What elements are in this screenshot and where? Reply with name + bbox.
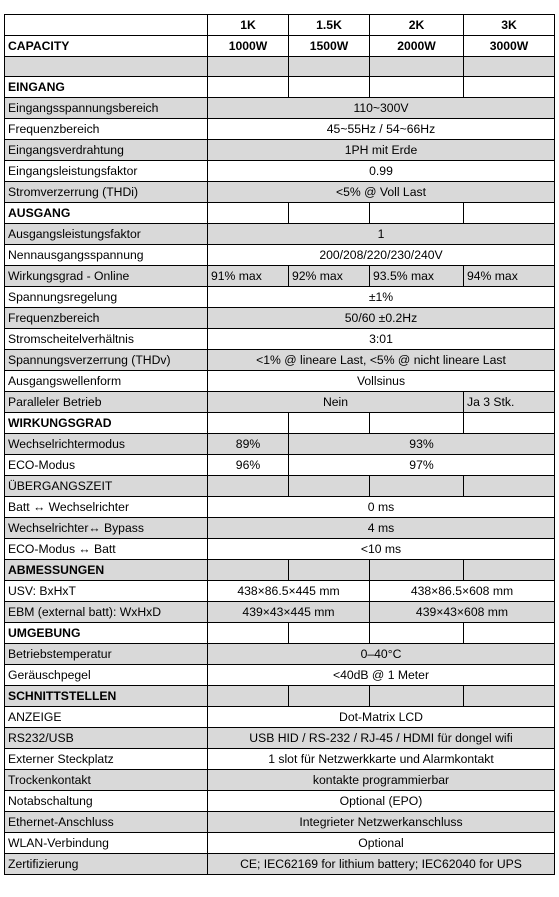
row-label: Wirkungsgrad - Online [5,266,208,287]
value-cell [289,623,370,644]
row-label: Betriebstemperatur [5,644,208,665]
table-row [5,707,555,728]
value-cell [370,57,464,77]
row-label: ECO-Modus [5,455,208,476]
value-cell: 91% max [208,266,289,287]
row-label: Nennausgangsspannung [5,245,208,266]
value-cell: 439×43×445 mm [208,602,370,623]
value-cell [370,560,464,581]
value-cell [289,560,370,581]
value-cell: kontakte programmierbar [208,770,555,791]
value-cell: USB HID / RS-232 / RJ-45 / HDMI für dongel wifi [208,728,555,749]
value-cell [370,686,464,707]
row-label: Zertifizierung [5,854,208,875]
table-row [5,329,555,350]
table-row [5,644,555,665]
model-header-cell: 3K [464,15,555,36]
row-label: Spannungsverzerrung (THDv) [5,350,208,371]
value-cell: 1PH mit Erde [208,140,555,161]
row-label [5,57,208,77]
row-label: Spannungsregelung [5,287,208,308]
value-cell [370,77,464,98]
section-row [5,560,555,581]
section-row [5,77,555,98]
row-label: USV: BxHxT [5,581,208,602]
value-cell [370,413,464,434]
row-label: Trockenkontakt [5,770,208,791]
section-row [5,686,555,707]
value-cell [370,203,464,224]
table-row [5,224,555,245]
value-cell [370,476,464,497]
table-row [5,245,555,266]
row-label: Eingangsverdrahtung [5,140,208,161]
row-label: CAPACITY [5,36,208,57]
section-row [5,413,555,434]
value-cell: 3000W [464,36,555,57]
value-cell: 110~300V [208,98,555,119]
value-cell [208,686,289,707]
table-row [5,182,555,203]
model-header-cell: 2K [370,15,464,36]
table-row [5,539,555,560]
value-cell: <10 ms [208,539,555,560]
value-cell: 94% max [464,266,555,287]
table-row [5,602,555,623]
table-row [5,770,555,791]
row-label: Wechselrichtermodus [5,434,208,455]
value-cell: 1 [208,224,555,245]
row-label: Batt ↔ Wechselrichter [5,497,208,518]
value-cell: <40dB @ 1 Meter [208,665,555,686]
value-cell [464,623,555,644]
value-cell: Optional [208,833,555,854]
value-cell [208,560,289,581]
value-cell: 92% max [289,266,370,287]
table-row [5,476,555,497]
value-cell [289,476,370,497]
table-row [5,140,555,161]
value-cell: ±1% [208,287,555,308]
value-cell: 96% [208,455,289,476]
value-cell: 93.5% max [370,266,464,287]
value-cell: 0–40°C [208,644,555,665]
value-cell [208,77,289,98]
value-cell: 0 ms [208,497,555,518]
value-cell [464,203,555,224]
value-cell [464,686,555,707]
table-row [5,434,555,455]
value-cell [464,57,555,77]
row-label: Paralleler Betrieb [5,392,208,413]
value-cell [208,413,289,434]
value-cell [208,623,289,644]
header-row [5,15,555,36]
row-label: Frequenzbereich [5,119,208,140]
table-row [5,749,555,770]
table-row [5,350,555,371]
table-row [5,455,555,476]
value-cell [289,203,370,224]
value-cell: Nein [208,392,464,413]
value-cell: <1% @ lineare Last, <5% @ nicht lineare Last [208,350,555,371]
value-cell: CE; IEC62169 for lithium battery; IEC62040 for UPS [208,854,555,875]
table-row [5,854,555,875]
row-label: Ausgangsleistungsfaktor [5,224,208,245]
table-row [5,518,555,539]
table-row [5,392,555,413]
table-row [5,287,555,308]
table-row [5,266,555,287]
table-row [5,161,555,182]
value-cell: 97% [289,455,555,476]
value-cell: 4 ms [208,518,555,539]
value-cell [289,413,370,434]
section-row [5,623,555,644]
value-cell: Ja 3 Stk. [464,392,555,413]
model-header-cell: 1.5K [289,15,370,36]
value-cell: 438×86.5×445 mm [208,581,370,602]
row-label: Stromverzerrung (THDi) [5,182,208,203]
value-cell: 1500W [289,36,370,57]
table-row [5,728,555,749]
value-cell [208,476,289,497]
row-label: Frequenzbereich [5,308,208,329]
table-row [5,581,555,602]
table-row [5,665,555,686]
model-header-cell: 1K [208,15,289,36]
value-cell [208,57,289,77]
value-cell [289,77,370,98]
table-row [5,308,555,329]
section-row [5,203,555,224]
table-row [5,36,555,57]
value-cell [464,476,555,497]
value-cell [464,560,555,581]
value-cell [464,413,555,434]
section-heading: AUSGANG [5,203,208,224]
value-cell [208,203,289,224]
value-cell: 1000W [208,36,289,57]
row-label: ÜBERGANGSZEIT [5,476,208,497]
row-label: Eingangsleistungsfaktor [5,161,208,182]
table-row [5,497,555,518]
row-label: Ethernet-Anschluss [5,812,208,833]
value-cell: Optional (EPO) [208,791,555,812]
row-label: Externer Steckplatz [5,749,208,770]
value-cell [289,57,370,77]
row-label: Ausgangswellenform [5,371,208,392]
row-label: ANZEIGE [5,707,208,728]
table-row [5,791,555,812]
value-cell: 438×86.5×608 mm [370,581,555,602]
row-label: EBM (external batt): WxHxD [5,602,208,623]
row-label: Notabschaltung [5,791,208,812]
row-label: Wechselrichter↔ Bypass [5,518,208,539]
value-cell: 50/60 ±0.2Hz [208,308,555,329]
table-row [5,119,555,140]
value-cell: 45~55Hz / 54~66Hz [208,119,555,140]
value-cell: 89% [208,434,289,455]
value-cell: Integrieter Netzwerkanschluss [208,812,555,833]
row-label: WLAN-Verbindung [5,833,208,854]
row-label: ECO-Modus ↔ Batt [5,539,208,560]
value-cell [464,77,555,98]
section-heading: UMGEBUNG [5,623,208,644]
row-label: Geräuschpegel [5,665,208,686]
table-row [5,812,555,833]
value-cell: 0.99 [208,161,555,182]
value-cell: 439×43×608 mm [370,602,555,623]
value-cell: Vollsinus [208,371,555,392]
value-cell: 93% [289,434,555,455]
value-cell: <5% @ Voll Last [208,182,555,203]
table-row [5,371,555,392]
value-cell: 200/208/220/230/240V [208,245,555,266]
section-heading: SCHNITTSTELLEN [5,686,208,707]
table-row [5,833,555,854]
value-cell: Dot-Matrix LCD [208,707,555,728]
value-cell [370,623,464,644]
row-label: Eingangsspannungsbereich [5,98,208,119]
row-label: Stromscheitelverhältnis [5,329,208,350]
table-row [5,57,555,77]
value-cell: 2000W [370,36,464,57]
spec-table [4,14,555,875]
table-row [5,98,555,119]
header-corner-cell [5,15,208,36]
spec-table-body [5,15,555,875]
value-cell: 3:01 [208,329,555,350]
value-cell [289,686,370,707]
value-cell: 1 slot für Netzwerkkarte und Alarmkontakt [208,749,555,770]
row-label: RS232/USB [5,728,208,749]
section-heading: EINGANG [5,77,208,98]
section-heading: WIRKUNGSGRAD [5,413,208,434]
section-heading: ABMESSUNGEN [5,560,208,581]
